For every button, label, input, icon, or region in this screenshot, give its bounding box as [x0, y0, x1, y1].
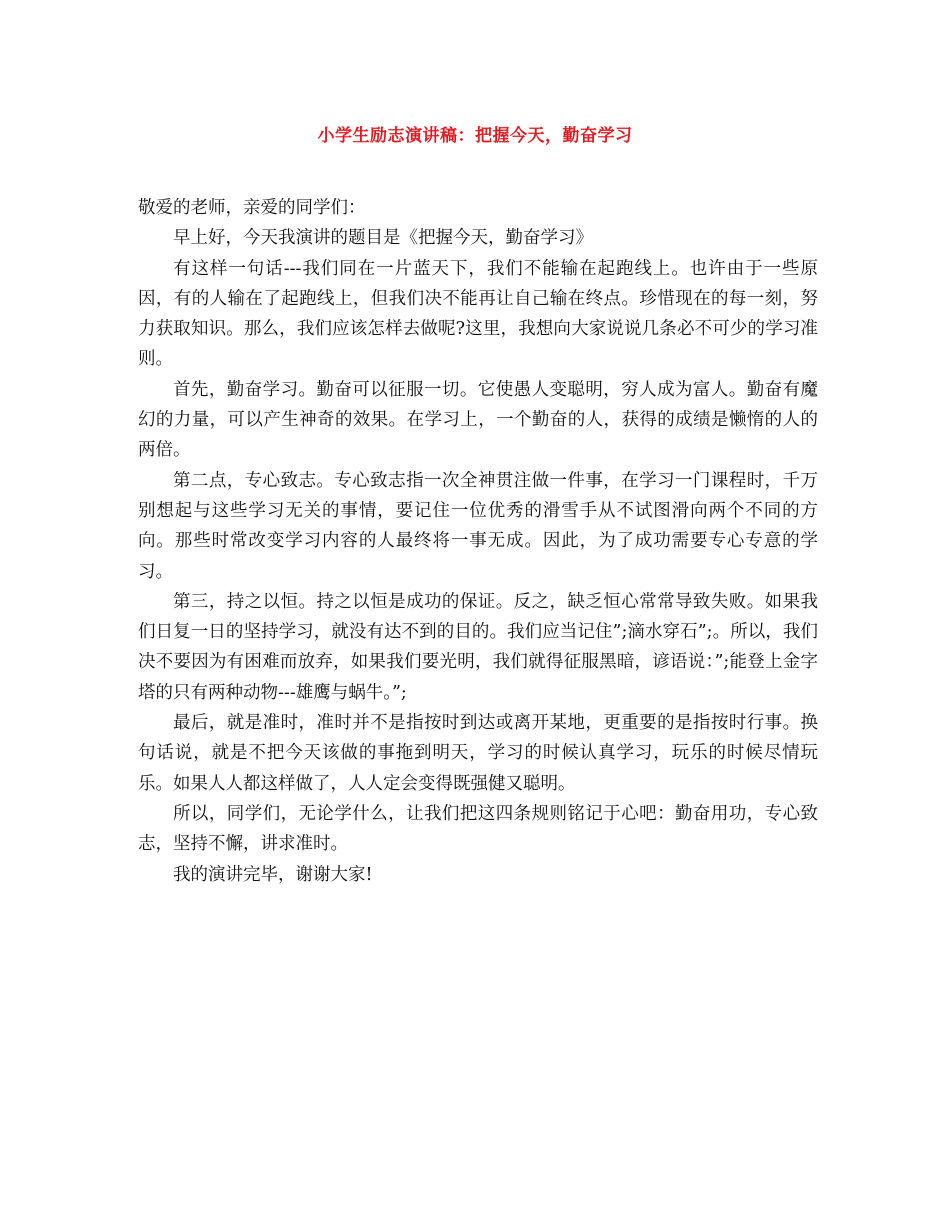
paragraph-intro: 有这样一句话---我们同在一片蓝天下，我们不能输在起跑线上。也许由于一些原因，有的人输在了起跑线上，但我们决不能再让自己输在终点。珍惜现在的每一刻，努力获取知识。那么，我们应该怎样去做呢?这里，我想向大家说说几条必不可少的学习准则。 — [138, 258, 818, 370]
paragraph-focus: 第二点，专心致志。专心致志指一次全神贯注做一件事，在学习一门课程时，千万别想起与这些学习无关的事情，要记住一位优秀的滑雪手从不试图滑向两个不同的方向。那些时常改变学习内容的人最终将一事无成。因此，为了成功需要专心专意的学习。 — [138, 470, 818, 582]
paragraph-closing: 我的演讲完毕，谢谢大家! — [173, 864, 373, 885]
document-title: 小学生励志演讲稿：把握今天，勤奋学习 — [317, 126, 633, 146]
document-body — [138, 193, 818, 890]
paragraph-punctuality: 最后，就是准时，准时并不是指按时到达或离开某地，更重要的是指按时行事。换句话说，就是不把今天该做的事拖到明天，学习的时候认真学习，玩乐的时候尽情玩乐。如果人人都这样做了，人人定会变得既强健又聪明。 — [138, 713, 818, 794]
salutation: 敬爱的老师，亲爱的同学们： — [138, 198, 366, 218]
paragraph-summary: 所以，同学们，无论学什么，让我们把这四条规则铭记于心吧：勤奋用功，专心致志，坚持不懈，讲求准时。 — [138, 803, 818, 855]
paragraph-diligence: 首先，勤奋学习。勤奋可以征服一切。它使愚人变聪明，穷人成为富人。勤奋有魔幻的力量，可以产生神奇的效果。在学习上，一个勤奋的人，获得的成绩是懒惰的人的两倍。 — [138, 379, 818, 461]
paragraph-perseverance: 第三，持之以恒。持之以恒是成功的保证。反之，缺乏恒心常常导致失败。如果我们日复一日的坚持学习，就没有达不到的目的。我们应当记住”;滴水穿石”;。所以，我们决不要因为有困难而放弃，如果我们要光明，我们就得征服黑暗，谚语说：”;能登上金字塔的只有两种动物---雄鹰与蜗牛。”; — [138, 591, 818, 703]
paragraph-greeting: 早上好，今天我演讲的题目是《把握今天，勤奋学习》 — [173, 228, 593, 249]
